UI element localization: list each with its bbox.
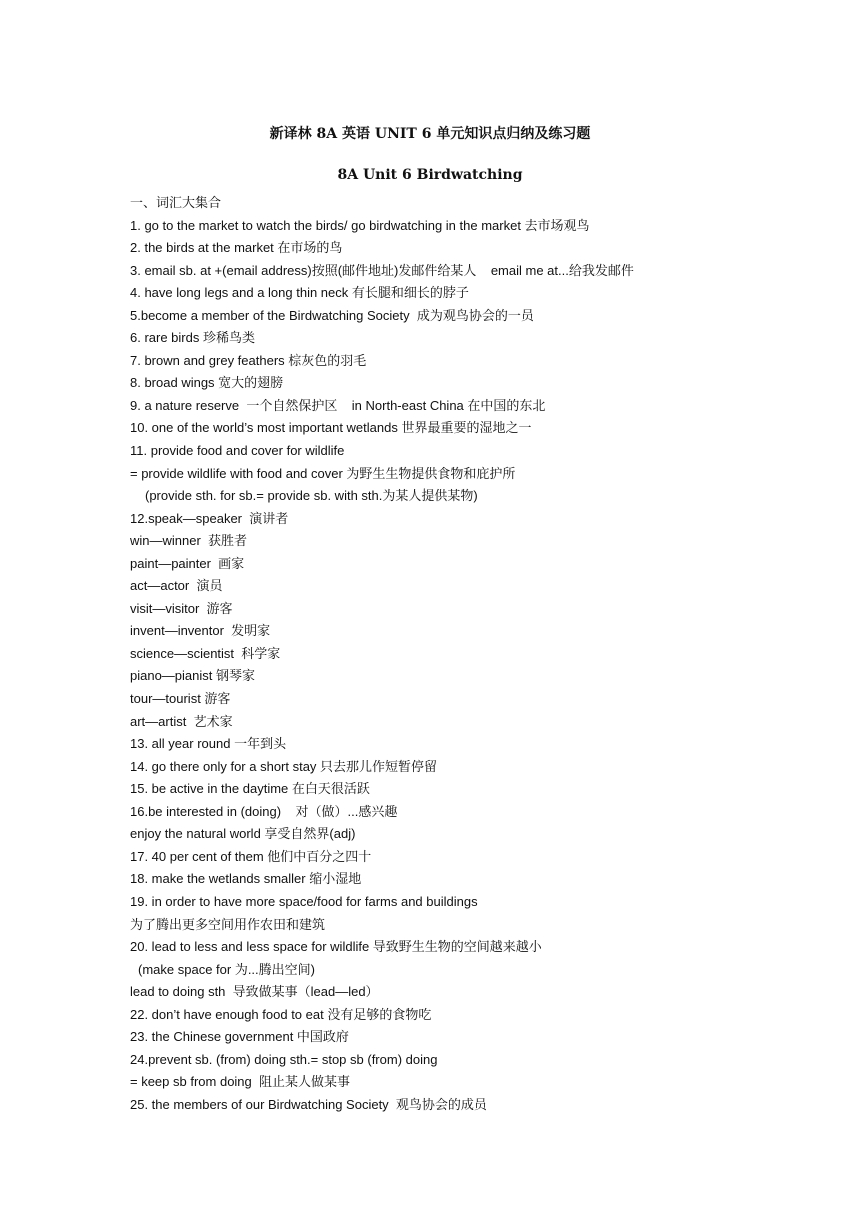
text-line: paint—painter 画家 (130, 555, 245, 571)
text-line: 14. go there only for a short stay 只去那儿作短暂停留 (130, 758, 438, 774)
text-line: 24.prevent sb. (from) doing sth.= stop sb (from) doing (130, 1051, 438, 1067)
text-line: piano—pianist 钢琴家 (130, 668, 255, 684)
text-line: 20. lead to less and less space for wildlife 导致野生生物的空间越来越小 (130, 939, 542, 955)
document-subtitle: 8A Unit 6 Birdwatching (337, 167, 523, 183)
text-line: 13. all year round 一年到头 (130, 736, 287, 752)
text-line: science—scientist 科学家 (130, 645, 281, 661)
text-line: 12.speak—speaker 演讲者 (130, 510, 289, 526)
text-line: 22. don’t have enough food to eat 没有足够的食物吃 (130, 1006, 432, 1022)
vocabulary-list (130, 192, 770, 1116)
text-line: 15. be active in the daytime 在白天很活跃 (130, 781, 370, 797)
text-line: 18. make the wetlands smaller 缩小湿地 (130, 871, 362, 887)
text-line: 23. the Chinese government 中国政府 (130, 1029, 349, 1045)
text-line: 25. the members of our Birdwatching Society 观鸟协会的成员 (130, 1096, 487, 1112)
text-line: enjoy the natural world 享受自然界(adj) (130, 826, 356, 842)
text-line: = keep sb from doing 阻止某人做某事 (130, 1074, 350, 1090)
text-line: art—artist 艺术家 (130, 713, 233, 729)
text-line: 为了腾出更多空间用作农田和建筑 (130, 916, 326, 932)
text-line: 5.become a member of the Birdwatching Society 成为观鸟协会的一员 (130, 307, 534, 323)
text-line: 7. brown and grey feathers 棕灰色的羽毛 (130, 352, 367, 368)
text-line: 6. rare birds 珍稀鸟类 (130, 330, 255, 346)
document-title: 新译林 8A 英语 UNIT 6 单元知识点归纳及练习题 (269, 126, 591, 142)
text-line: win—winner 获胜者 (130, 533, 248, 549)
text-line: 10. one of the world’s most important wetlands 世界最重要的湿地之一 (130, 420, 532, 436)
text-line: = provide wildlife with food and cover 为野生生物提供食物和庇护所 (130, 465, 516, 481)
text-line: 17. 40 per cent of them 他们中百分之四十 (130, 848, 372, 864)
text-line: invent—inventor 发明家 (130, 623, 271, 639)
text-line: tour—tourist 游客 (130, 691, 231, 707)
text-line: (provide sth. for sb.= provide sb. with sth.为某人提供某物) (145, 488, 478, 504)
text-line: (make space for 为...腾出空间) (138, 961, 315, 977)
text-line: act—actor 演员 (130, 578, 223, 594)
text-line: 9. a nature reserve 一个自然保护区 in North-east China 在中国的东北 (130, 397, 546, 413)
text-line: 2. the birds at the market 在市场的鸟 (130, 240, 343, 256)
text-line: 11. provide food and cover for wildlife (130, 443, 345, 459)
text-line: 一、词汇大集合 (130, 195, 222, 210)
text-line: 16.be interested in (doing) 对（做）...感兴趣 (130, 803, 398, 819)
text-line: 19. in order to have more space/food for farms and buildings (130, 893, 478, 909)
text-line: visit—visitor 游客 (130, 600, 233, 616)
text-line: 3. email sb. at +(email address)按照(邮件地址)发邮件给某人 email me at...给我发邮件 (130, 262, 634, 278)
text-line: 4. have long legs and a long thin neck 有长腿和细长的脖子 (130, 285, 469, 301)
text-line: 1. go to the market to watch the birds/ go birdwatching in the market 去市场观鸟 (130, 217, 590, 233)
text-line: 8. broad wings 宽大的翅膀 (130, 375, 284, 391)
text-line: lead to doing sth 导致做某事（lead—led） (130, 984, 379, 1000)
